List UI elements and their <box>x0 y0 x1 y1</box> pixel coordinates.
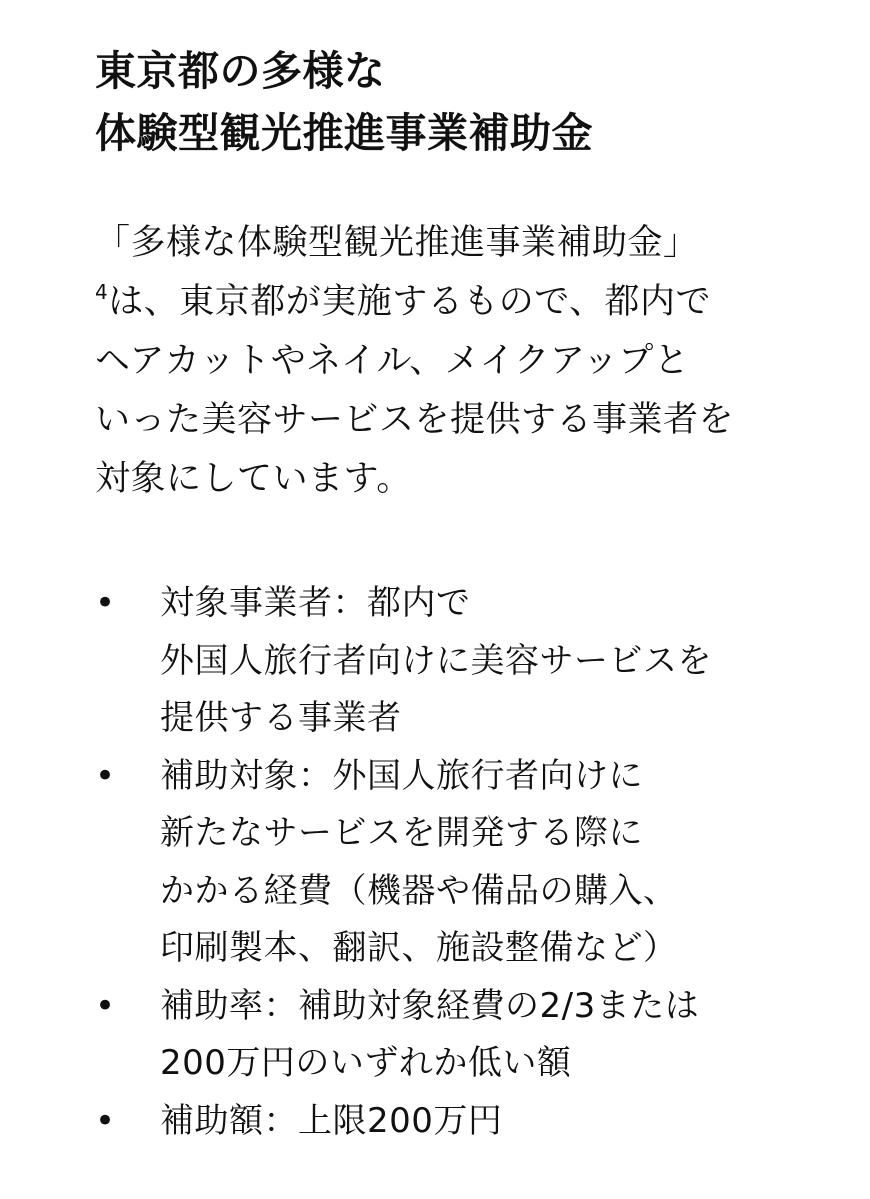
list-item-line: 外国人旅行者向けに美容サービスを <box>160 640 712 681</box>
title-line-2: 体験型観光推進事業補助金 <box>95 109 593 157</box>
subsidy-details-list <box>95 575 870 1150</box>
list-item-line: 対象事業者：都内で <box>160 583 471 623</box>
bullet-icon: • <box>95 1100 116 1141</box>
list-item-line: 提供する事業者 <box>160 698 402 738</box>
list-item-line: 補助額：上限200万円 <box>160 1100 503 1141</box>
title-line-1: 東京都の多様な <box>95 47 386 95</box>
list-item-subsidy-amount <box>95 1093 870 1151</box>
list-item-target-businesses <box>95 575 870 748</box>
intro-line-2-text: は、東京都が実施するもので、都内で <box>108 282 712 322</box>
list-item-line: 補助率：補助対象経費の2/3または <box>160 985 700 1026</box>
intro-paragraph <box>95 214 870 509</box>
page-title <box>95 40 870 164</box>
list-item-line: 新たなサービスを開発する際に <box>160 813 643 853</box>
bullet-icon: • <box>95 755 116 796</box>
bullet-icon: • <box>95 985 116 1026</box>
list-item-eligible-expenses <box>95 748 870 978</box>
intro-line-3: ヘアカットやネイル、メイクアップと <box>95 341 690 381</box>
list-item-line: かかる経費（機器や備品の購入、 <box>160 870 678 911</box>
footnote-reference[interactable]: 4 <box>95 280 109 304</box>
intro-line-4: いった美容サービスを提供する事業者を <box>95 400 735 440</box>
list-item-line: 200万円のいずれか低い額 <box>160 1043 572 1083</box>
list-item-line: 補助対象：外国人旅行者向けに <box>160 755 643 796</box>
list-item-line: 印刷製本、翻訳、施設整備など） <box>160 928 678 968</box>
intro-line-5: 対象にしています。 <box>95 459 412 499</box>
list-item-subsidy-rate <box>95 978 870 1093</box>
intro-line-1: 「多様な体験型観光推進事業補助金」 <box>95 223 699 263</box>
bullet-icon: • <box>95 583 116 623</box>
intro-line-2 <box>95 273 870 332</box>
